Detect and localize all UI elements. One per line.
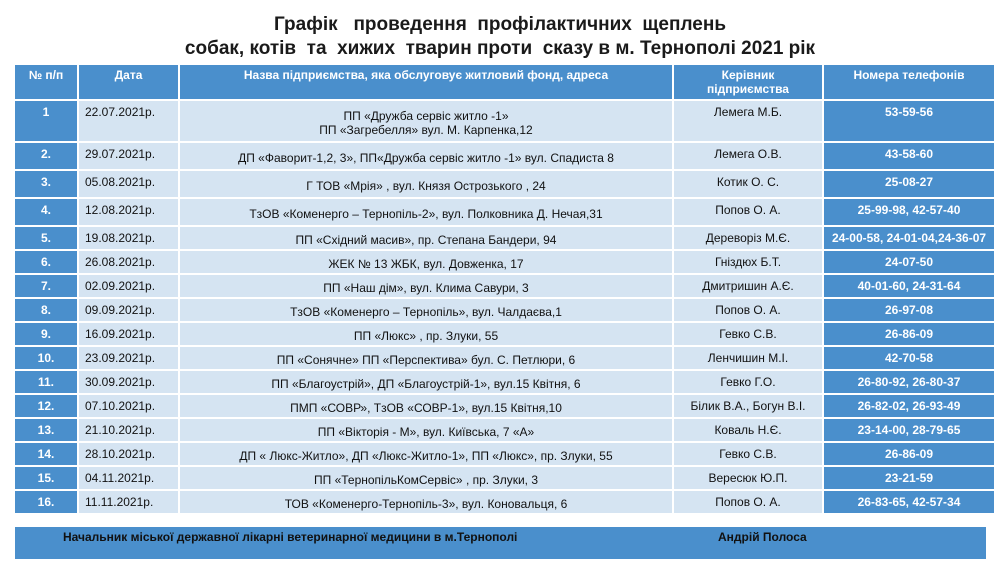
row-number: 6. — [15, 251, 77, 273]
row-number: 16. — [15, 491, 77, 513]
row-number: 9. — [15, 323, 77, 345]
row-date: 04.11.2021р. — [79, 467, 178, 489]
header-manager-line-1: Керівник — [721, 68, 775, 82]
row-manager: Лемега М.Б. — [674, 101, 822, 141]
row-date: 26.08.2021р. — [79, 251, 178, 273]
row-date: 22.07.2021р. — [79, 101, 178, 141]
row-phone: 26-97-08 — [824, 299, 994, 321]
row-company-line: ДП « Люкс-Житло», ДП «Люкс-Житло-1», ПП «Люкс», пр. Злуки, 55 — [239, 449, 613, 463]
row-date: 02.09.2021р. — [79, 275, 178, 297]
row-manager: Вересюк Ю.П. — [674, 467, 822, 489]
footer-signatory-name: Андрій Полоса — [718, 530, 807, 544]
row-phone: 53-59-56 — [824, 101, 994, 141]
row-company — [180, 171, 672, 197]
row-company — [180, 199, 672, 225]
row-phone: 23-14-00, 28-79-65 — [824, 419, 994, 441]
row-phone: 26-83-65, 42-57-34 — [824, 491, 994, 513]
row-number: 13. — [15, 419, 77, 441]
row-company-line: ПП «Сонячне» ПП «Перспектива» бул. С. Петлюри, 6 — [276, 353, 576, 367]
header-manager-line-2: підприємства — [707, 82, 789, 96]
row-company — [180, 101, 672, 141]
row-number: 4. — [15, 199, 77, 225]
row-phone: 25-99-98, 42-57-40 — [824, 199, 994, 225]
row-phone: 24-07-50 — [824, 251, 994, 273]
row-number: 5. — [15, 227, 77, 249]
header-manager — [674, 65, 822, 99]
row-company — [180, 275, 672, 297]
row-company-line: ПП «Люкс» , пр. Злуки, 55 — [353, 329, 499, 343]
row-manager: Лемега О.В. — [674, 143, 822, 169]
row-company — [180, 467, 672, 489]
row-company-line: ПП «Східний масив», пр. Степана Бандери, 94 — [295, 233, 557, 247]
row-company-line: ПП «Наш дім», вул. Клима Савури, 3 — [323, 281, 529, 295]
row-manager: Гевко С.В. — [674, 443, 822, 465]
row-manager: Дереворіз М.Є. — [674, 227, 822, 249]
row-date: 05.08.2021р. — [79, 171, 178, 197]
row-company — [180, 347, 672, 369]
row-number: 10. — [15, 347, 77, 369]
row-manager: Попов О. А. — [674, 199, 822, 225]
row-company-line: ПП «Дружба сервіс житло -1» — [343, 109, 509, 123]
row-number: 14. — [15, 443, 77, 465]
page-title-line-2: собак, котів та хижих тварин проти сказу в м. Тернополі 2021 рік — [184, 38, 816, 59]
row-manager: Дмитришин А.Є. — [674, 275, 822, 297]
row-company-line: ТзОВ «Коменерго – Тернопіль-2», вул. Полковника Д. Нечая,31 — [249, 207, 603, 221]
row-company — [180, 143, 672, 169]
row-company — [180, 299, 672, 321]
row-manager: Попов О. А. — [674, 299, 822, 321]
row-number: 7. — [15, 275, 77, 297]
row-number: 12. — [15, 395, 77, 417]
row-company — [180, 443, 672, 465]
row-company-line: ПП «Загребелля» вул. М. Карпенка,12 — [319, 123, 533, 137]
row-phone: 26-80-92, 26-80-37 — [824, 371, 994, 393]
footer-signatory-title: Начальник міської державної лікарні ветеринарної медицини в м.Тернополі — [63, 530, 518, 544]
row-company — [180, 227, 672, 249]
row-company — [180, 395, 672, 417]
row-date: 16.09.2021р. — [79, 323, 178, 345]
row-number: 2. — [15, 143, 77, 169]
row-number: 3. — [15, 171, 77, 197]
row-company-line: ПП «Вікторія - М», вул. Київська, 7 «А» — [317, 425, 535, 439]
row-number: 1 — [15, 101, 77, 141]
row-company-line: Г ТОВ «Мрія» , вул. Князя Острозького , 24 — [306, 179, 546, 193]
row-company — [180, 251, 672, 273]
row-number: 15. — [15, 467, 77, 489]
page-title-line-1: Графік проведення профілактичних щеплень — [273, 14, 727, 35]
row-company — [180, 419, 672, 441]
row-phone: 40-01-60, 24-31-64 — [824, 275, 994, 297]
row-company — [180, 491, 672, 513]
row-company — [180, 371, 672, 393]
row-date: 11.11.2021р. — [79, 491, 178, 513]
row-company-line: ДП «Фаворит-1,2, 3», ПП«Дружба сервіс житло -1» вул. Спадиста 8 — [238, 151, 614, 165]
row-manager: Коваль Н.Є. — [674, 419, 822, 441]
row-manager: Гевко Г.О. — [674, 371, 822, 393]
row-phone: 43-58-60 — [824, 143, 994, 169]
row-company-line: ПП «Благоустрій», ДП «Благоустрій-1», вул.15 Квітня, 6 — [271, 377, 581, 391]
row-date: 30.09.2021р. — [79, 371, 178, 393]
header-phone: Номера телефонів — [824, 65, 994, 99]
row-company-line: ЖЕК № 13 ЖБК, вул. Довженка, 17 — [328, 257, 524, 271]
row-date: 19.08.2021р. — [79, 227, 178, 249]
row-date: 29.07.2021р. — [79, 143, 178, 169]
row-manager: Попов О. А. — [674, 491, 822, 513]
row-phone: 42-70-58 — [824, 347, 994, 369]
schedule-table — [15, 65, 986, 513]
row-manager: Ленчишин М.І. — [674, 347, 822, 369]
row-number: 11. — [15, 371, 77, 393]
row-manager: Гніздюх Б.Т. — [674, 251, 822, 273]
row-manager: Котик О. С. — [674, 171, 822, 197]
row-phone: 26-86-09 — [824, 443, 994, 465]
row-manager: Гевко С.В. — [674, 323, 822, 345]
row-phone: 26-86-09 — [824, 323, 994, 345]
row-date: 28.10.2021р. — [79, 443, 178, 465]
row-date: 12.08.2021р. — [79, 199, 178, 225]
row-phone: 26-82-02, 26-93-49 — [824, 395, 994, 417]
row-date: 23.09.2021р. — [79, 347, 178, 369]
footer — [15, 527, 986, 559]
row-company-line: ТОВ «Коменерго-Тернопіль-3», вул. Коновальця, 6 — [284, 497, 568, 511]
row-phone: 25-08-27 — [824, 171, 994, 197]
row-company-line: ПП «ТернопільКомСервіс» , пр. Злуки, 3 — [313, 473, 538, 487]
row-date: 09.09.2021р. — [79, 299, 178, 321]
row-company — [180, 323, 672, 345]
header-name: Назва підприємства, яка обслуговує житловий фонд, адреса — [180, 65, 672, 99]
header-date: Дата — [79, 65, 178, 99]
header-num: № п/п — [15, 65, 77, 99]
row-number: 8. — [15, 299, 77, 321]
row-company-line: ПМП «СОВР», ТзОВ «СОВР-1», вул.15 Квітня,10 — [290, 401, 562, 415]
row-date: 21.10.2021р. — [79, 419, 178, 441]
row-phone: 24-00-58, 24-01-04,24-36-07 — [824, 227, 994, 249]
row-company-line: ТзОВ «Коменерго – Тернопіль», вул. Чалдаєва,1 — [290, 305, 562, 319]
row-phone: 23-21-59 — [824, 467, 994, 489]
row-manager: Білик В.А., Богун В.І. — [674, 395, 822, 417]
row-date: 07.10.2021р. — [79, 395, 178, 417]
